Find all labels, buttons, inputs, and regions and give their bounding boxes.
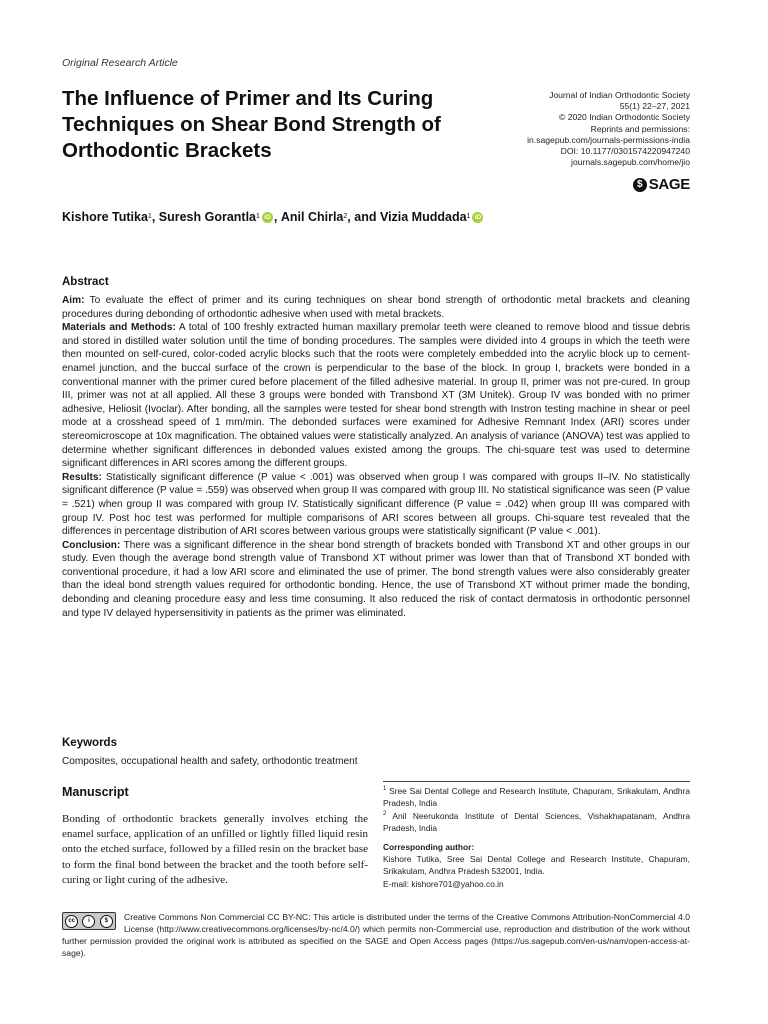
abstract-methods xyxy=(62,321,690,471)
footnote-divider xyxy=(383,781,690,782)
abstract-conclusion xyxy=(62,539,690,621)
permissions-link[interactable]: in.sagepub.com/journals-permissions-india xyxy=(527,134,690,145)
aim-label: Aim: xyxy=(62,295,85,306)
journal-name: Journal of Indian Orthodontic Society xyxy=(549,90,690,100)
author-name: Kishore Tutika xyxy=(62,210,148,224)
affiliation-1-marker: 1 xyxy=(383,786,387,793)
conclusion-text: There was a significant difference in the shear bond strength of brackets bonded with Transbond XT and other groups in our study. Even though the average bond strength value of Transbond XT without primer was lower than that of Transbond XT bonded with conventional procedure, it had a low ARI score and eliminated the use of primer. The bond strength values were also considerably greater than the ideal bond strength values required for orthodontic bonding. Hence, the use of Transbond XT without primer made the bonding, debonding and cleaning procedure easy and less time consuming. It also reduced the risk of contact dermatosis in orthodontic personnel and type IV delayed hypersensitivity in patients as the primer was eliminated. xyxy=(62,539,690,619)
methods-label: Materials and Methods: xyxy=(62,322,176,334)
results-text: Statistically significant difference (P value < .001) was observed when group I was compared with groups II–IV. No statistically significant difference (P value = .559) was observed when group II was compared with group III. No statistical significance was seen (P value = .521) when group II was compared with group IV. Statistically significant difference (P value = .042) when group III was compared with group IV. Post hoc test was performed for multiple comparisons of ARI scores between all groups. Chi-square test revealed that the differences in percentage distribution of ARI scores between various groups were statistically significant (P value < .001). xyxy=(62,471,690,538)
affiliation-2 xyxy=(383,810,690,835)
affiliation-2-text: Anil Neerukonda Institute of Dental Sciences, Vishakhapatanam, Andhra Pradesh, India xyxy=(383,810,690,834)
author-name: Anil Chirla xyxy=(280,210,344,224)
corresponding-heading: Corresponding author: xyxy=(383,841,475,852)
author-name: Vizia Muddada xyxy=(379,210,467,224)
journal-copyright: © 2020 Indian Orthodontic Society xyxy=(558,112,690,123)
affiliation-2-marker: 2 xyxy=(383,811,387,818)
author-separator: , xyxy=(273,210,281,224)
keywords-heading: Keywords xyxy=(62,737,117,749)
doi-link[interactable]: DOI: 10.1177/0301574220947240 xyxy=(560,146,690,157)
journal-homepage-link[interactable]: journals.sagepub.com/home/jio xyxy=(571,157,690,168)
results-label: Results: xyxy=(62,471,102,483)
cc-license-badge xyxy=(62,912,116,930)
abstract-heading: Abstract xyxy=(62,276,109,288)
sage-logo-icon: $ xyxy=(633,178,647,192)
journal-volume: 55(1) 22–27, 2021 xyxy=(619,101,690,112)
manuscript-text: Bonding of orthodontic brackets generally involves etching the enamel surface, application of an unfilled or lightly filled liquid resin onto the etched surface, followed by a filled resin on the bracket base to form the final bond between the bracket and the tooth before self-curing or light curing of the adhesive. xyxy=(62,813,368,886)
article-title: The Influence of Primer and Its Curing Techniques on Shear Bond Strength of Orthodontic Brackets xyxy=(62,87,441,162)
author-name: Suresh Gorantla xyxy=(158,210,257,224)
methods-text: A total of 100 freshly extracted human maxillary premolar teeth were cleaned to remove blood and tissue debris and stored in distilled water solution until the time of bonding procedures. The samples were divided into 4 groups in which the teeth were then mounted on self-cured, color-coded acrylic blocks such that the roots were completely embedded into the acrylic block up to cement-enamel junction, and the buccal surface of the crown is perpendicular to the base of the block. In group I, brackets were bonded in a conventional manner with the primer cured before placement of the filled adhesive material. In group II, primer was not pre-cured. In group III, primer was not at all applied. All these 3 groups were bonded with Transbond XT (3M Unitek). Group IV was bonded with no primer adhesive, Heliosit (Ivoclar). After bonding, all the samples were tested for shear bond strength with Instron testing machine in shear or peel mode at a crosshead speed of 1 mm/min. The debonded surfaces were examined for Adhesive Remnant Index (ARI) scores under stereomicroscope at 10x magnification. The obtained values were statistically analyzed. An analysis of variance (ANOVA) test was applied to determine whether significant differences in debonded values existed among the groups. The chi-square test was used to determine significant differences in ARI scores among the different groups. xyxy=(62,322,690,470)
orcid-icon[interactable]: iD xyxy=(472,212,483,223)
abstract-results xyxy=(62,471,690,539)
manuscript-heading: Manuscript xyxy=(62,785,129,799)
sage-logo xyxy=(633,176,690,193)
nc-icon: $ xyxy=(100,915,113,928)
license-block xyxy=(62,911,690,959)
corresponding-email[interactable]: E-mail: kishore701@yahoo.co.in xyxy=(383,878,504,889)
license-text: Creative Commons Non Commercial CC BY-NC: This article is distributed under the terms of the Creative Commons Attribution-NonCommercial 4.0 License (http://www.creativecommons.org/licenses/by-nc/4.0/) which permits non-Commercial use, reproduction and distribution of the work without further permission provided the original work is attributed as specified on the SAGE and Open Access pages (https://us.sagepub.com/en-us/nam/open-access-at-sage). xyxy=(62,912,690,958)
affiliation-1 xyxy=(383,785,690,810)
author-separator: , and xyxy=(347,210,380,224)
author-separator: , xyxy=(151,210,159,224)
abstract-body xyxy=(62,294,690,620)
journal-reprints: Reprints and permissions: xyxy=(590,123,690,134)
abstract-aim xyxy=(62,294,690,321)
cc-icon: cc xyxy=(65,915,78,928)
keywords-text: Composites, occupational health and safety, orthodontic treatment xyxy=(62,756,358,767)
article-type: Original Research Article xyxy=(62,57,178,69)
by-icon: i xyxy=(82,915,95,928)
aim-text: To evaluate the effect of primer and its curing techniques on shear bond strength of orthodontic metal brackets and cleaning procedures during debonding of orthodontic adhesive when used with metal brackets. xyxy=(62,295,690,320)
journal-info xyxy=(470,90,690,168)
affiliation-1-text: Sree Sai Dental College and Research Institute, Chapuram, Srikakulam, Andhra Pradesh, India xyxy=(383,786,690,809)
orcid-icon[interactable]: iD xyxy=(262,212,273,223)
sage-logo-text: SAGE xyxy=(648,176,690,193)
corresponding-address: Kishore Tutika, Sree Sai Dental College and Research Institute, Chapuram, Srikakulam, Andhra Pradesh 532001, India. xyxy=(383,854,690,877)
conclusion-label: Conclusion: xyxy=(62,539,121,551)
author-list: Kishore Tutika 1 , Suresh Gorantla 1 iD , Anil Chirla 2 , and Vizia Muddada 1 iD xyxy=(62,210,484,224)
affiliations xyxy=(383,785,690,890)
